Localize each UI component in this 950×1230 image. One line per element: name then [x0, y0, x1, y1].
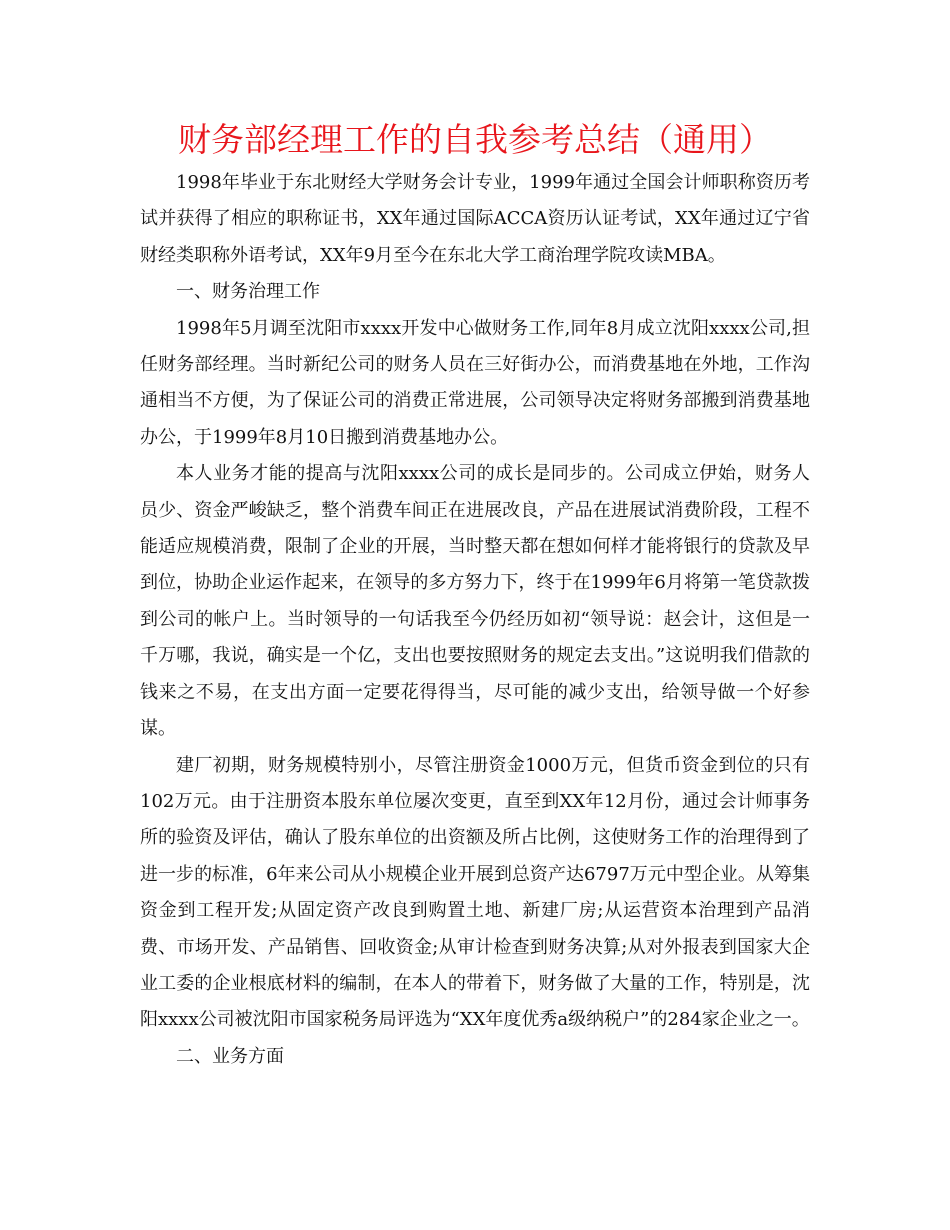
document-body [140, 165, 810, 1075]
paragraph-education: 1998年毕业于东北财经大学财务会计专业，1999年通过全国会计师职称资历考试并获得了相应的职称证书，XX年通过国际ACCA资历认证考试，XX年通过辽宁省财经类职称外语考试，XX年9月至今在东北大学工商治理学院攻读MBA。 [140, 172, 810, 266]
section-heading-business: 二、业务方面 [176, 1045, 284, 1067]
paragraph-early-factory: 建厂初期，财务规模特别小，尽管注册资金1000万元，但货币资金到位的只有102万元。由于注册资本股东单位屡次变更，直至到XX年12月份，通过会计师事务所的验资及评估，确认了股东单位的出资额及所占比例，这使财务工作的治理得到了进一步的标准，6年来公司从小规模企业开展到总资产达6797万元中型企业。从筹集资金到工程开发;从固定资产改良到购置土地、新建厂房;从运营资本治理到产品消费、市场开发、产品销售、回收资金;从审计检查到财务决算;从对外报表到国家大企业工委的企业根底材料的编制，在本人的带着下，财务做了大量的工作，特别是，沈阳xxxx公司被沈阳市国家税务局评选为“XX年度优秀a级纳税户”的284家企业之一。 [140, 754, 810, 1031]
paragraph-job-history: 1998年5月调至沈阳市xxxx开发中心做财务工作,同年8月成立沈阳xxxx公司,担任财务部经理。当时新纪公司的财务人员在三好街办公，而消费基地在外地，工作沟通相当不方便，为了保证公司的消费正常进展，公司领导决定将财务部搬到消费基地办公，于1999年8月10日搬到消费基地办公。 [140, 317, 810, 448]
paragraph-growth: 本人业务才能的提高与沈阳xxxx公司的成长是同步的。公司成立伊始，财务人员少、资金严峻缺乏，整个消费车间正在进展改良，产品在进展试消费阶段，工程不能适应规模消费，限制了企业的开展，当时整天都在想如何样才能将银行的贷款及早到位，协助企业运作起来，在领导的多方努力下，终于在1999年6月将第一笔贷款拨到公司的帐户上。当时领导的一句话我至今仍经历如初“领导说：赵会计，这但是一千万哪，我说，确实是一个亿，支出也要按照财务的规定去支出。”这说明我们借款的钱来之不易，在支出方面一定要花得得当，尽可能的减少支出，给领导做一个好参谋。 [140, 463, 810, 740]
section-heading-finance-management: 一、财务治理工作 [176, 281, 320, 303]
document-title: 财务部经理工作的自我参考总结（通用） [178, 120, 772, 159]
